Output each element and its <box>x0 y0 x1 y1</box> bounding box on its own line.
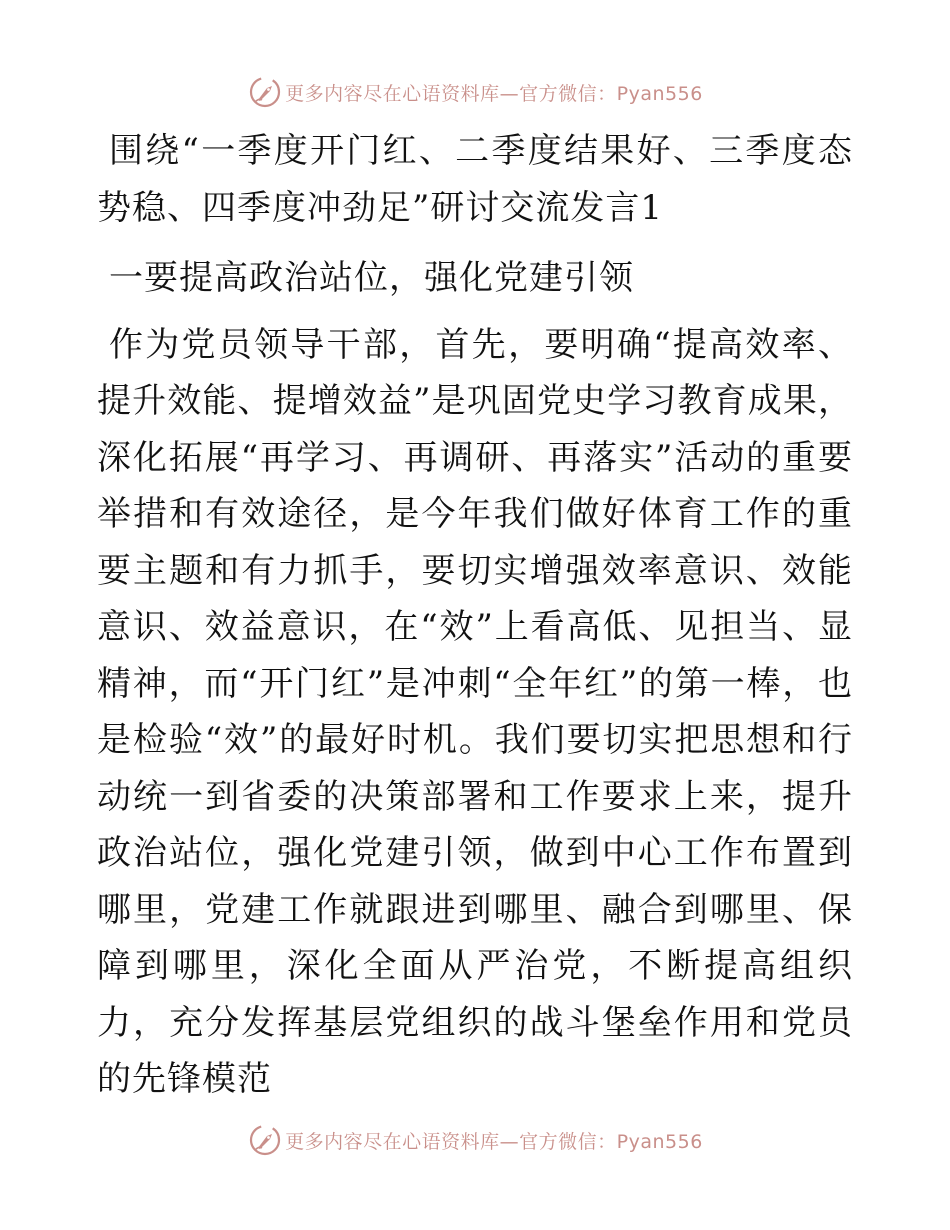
pen-nib-circle-icon <box>247 1122 283 1158</box>
document-title: 围绕“一季度开门红、二季度结果好、三季度态势稳、四季度冲劲足”研讨交流发言1 <box>97 131 853 228</box>
document-body <box>97 123 853 1108</box>
header-watermark <box>0 72 950 112</box>
watermark-text: 更多内容尽在心语资料库—官方微信：Pyan556 <box>285 1130 703 1153</box>
section-heading: 一要提高政治站位，强化党建引领 <box>109 258 634 298</box>
footer-watermark <box>0 1120 950 1160</box>
body-paragraph: 作为党员领导干部，首先，要明确“提高效率、提升效能、提增效益”是巩固党史学习教育成果，深化拓展“再学习、再调研、再落实”活动的重要举措和有效途径，是今年我们做好体育工作的重要主题和有力抓手，要切实增强效率意识、效能意识、效益意识，在“效”上看高低、见担当、显精神，而“开门红”是冲刺“全年红”的第一棒，也是检验“效”的最好时机。我们要切实把思想和行动统一到省委的决策部署和工作要求上来，提升政治站位，强化党建引领，做到中心工作布置到哪里，党建工作就跟进到哪里、融合到哪里、保障到哪里，深化全面从严治党，不断提高组织力，充分发挥基层党组织的战斗堡垒作用和党员的先锋模范 <box>97 324 853 1099</box>
pen-nib-circle-icon <box>247 74 283 110</box>
watermark-text: 更多内容尽在心语资料库—官方微信：Pyan556 <box>285 82 703 105</box>
